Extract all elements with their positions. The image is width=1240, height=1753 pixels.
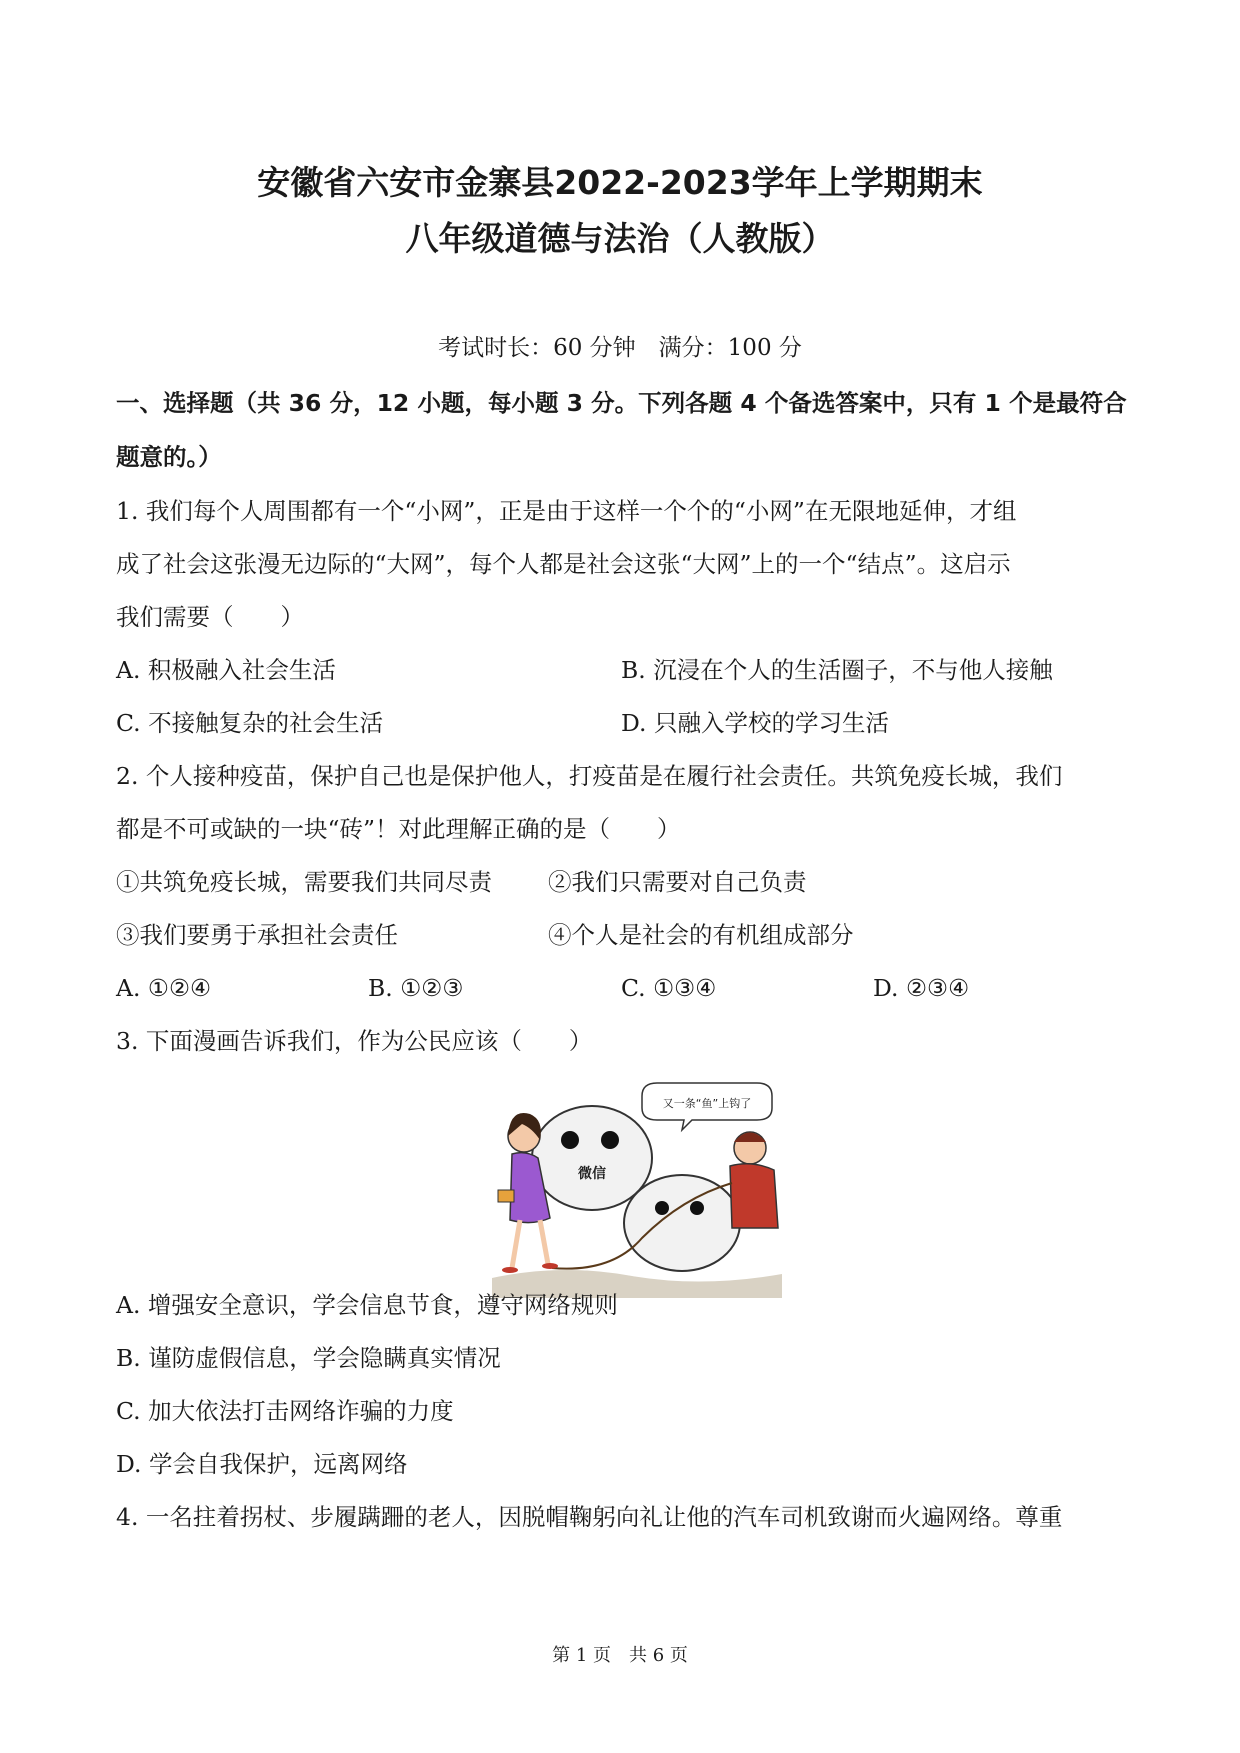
document-title-line1: 安徽省六安市金寨县2022-2023学年上学期期末	[257, 163, 983, 202]
woman-shoe-left	[502, 1267, 518, 1273]
wechat-cartoon-image	[482, 1078, 788, 1298]
q2-option-b: B. ①②③	[368, 974, 464, 1002]
cartoon-speech-text: 又一条“鱼”上钩了	[662, 1097, 752, 1110]
q2-statement-1: ①共筑免疫长城，需要我们共同尽责	[116, 868, 492, 896]
woman-handbag	[498, 1190, 514, 1202]
q3-option-a: A. 增强安全意识，学会信息节食，遵守网络规则	[116, 1291, 618, 1319]
q1-stem-line1: 1. 我们每个人周围都有一个“小网”，正是由于这样一个个的“小网”在无限地延伸，才组	[116, 497, 1017, 525]
section-heading: 一、选择题（共 36 分，12 小题，每小题 3 分。下列各题 4 个备选答案中，只有 1 个是最符合	[116, 389, 1127, 417]
q2-option-c: C. ①③④	[621, 974, 717, 1002]
woman-legs	[512, 1220, 548, 1268]
q2-statement-4: ④个人是社会的有机组成部分	[548, 921, 854, 949]
q2-stem-line1: 2. 个人接种疫苗，保护自己也是保护他人，打疫苗是在履行社会责任。共筑免疫长城，我们	[116, 762, 1063, 790]
cartoon-wechat-label: 微信	[578, 1166, 606, 1182]
q3-stem: 3. 下面漫画告诉我们，作为公民应该（ ）	[116, 1027, 593, 1055]
q1-option-d: D. 只融入学校的学习生活	[621, 709, 889, 737]
q1-option-c: C. 不接触复杂的社会生活	[116, 709, 384, 737]
q2-option-a: A. ①②④	[116, 974, 212, 1002]
q4-stem-line1: 4. 一名拄着拐杖、步履蹒跚的老人，因脱帽鞠躬向礼让他的汽车司机致谢而火遍网络。尊重	[116, 1503, 1063, 1531]
q2-statement-2: ②我们只需要对自己负责	[548, 868, 807, 896]
bubble-eye-right	[601, 1131, 619, 1149]
q3-option-d: D. 学会自我保护，远离网络	[116, 1450, 408, 1478]
q2-statement-3: ③我们要勇于承担社会责任	[116, 921, 398, 949]
wechat-bubble-small	[624, 1175, 740, 1271]
document-title-line2: 八年级道德与法治（人教版）	[405, 219, 835, 258]
bubble-eye-left	[561, 1131, 579, 1149]
man-hair	[734, 1133, 766, 1143]
q3-option-c: C. 加大依法打击网络诈骗的力度	[116, 1397, 454, 1425]
exam-info: 考试时长：60 分钟 满分：100 分	[438, 335, 802, 361]
small-bubble-eye-right	[690, 1201, 704, 1215]
q1-stem-line2: 成了社会这张漫无边际的“大网”，每个人都是社会这张“大网”上的一个“结点”。这启示	[116, 550, 1011, 578]
q2-stem-line2: 都是不可或缺的一块“砖”！对此理解正确的是（ ）	[116, 815, 681, 843]
q3-option-b: B. 谨防虚假信息，学会隐瞒真实情况	[116, 1344, 501, 1372]
q1-option-b: B. 沉浸在个人的生活圈子，不与他人接触	[621, 656, 1053, 684]
q2-option-d: D. ②③④	[873, 974, 970, 1002]
page-number: 第 1 页 共 6 页	[552, 1645, 688, 1666]
q1-stem-line3: 我们需要（ ）	[116, 603, 304, 631]
woman-shoe-right	[542, 1263, 558, 1269]
q1-option-a: A. 积极融入社会生活	[116, 656, 336, 684]
section-heading-cont: 题意的。）	[116, 443, 222, 471]
man-shirt	[730, 1164, 778, 1228]
small-bubble-eye-left	[655, 1201, 669, 1215]
